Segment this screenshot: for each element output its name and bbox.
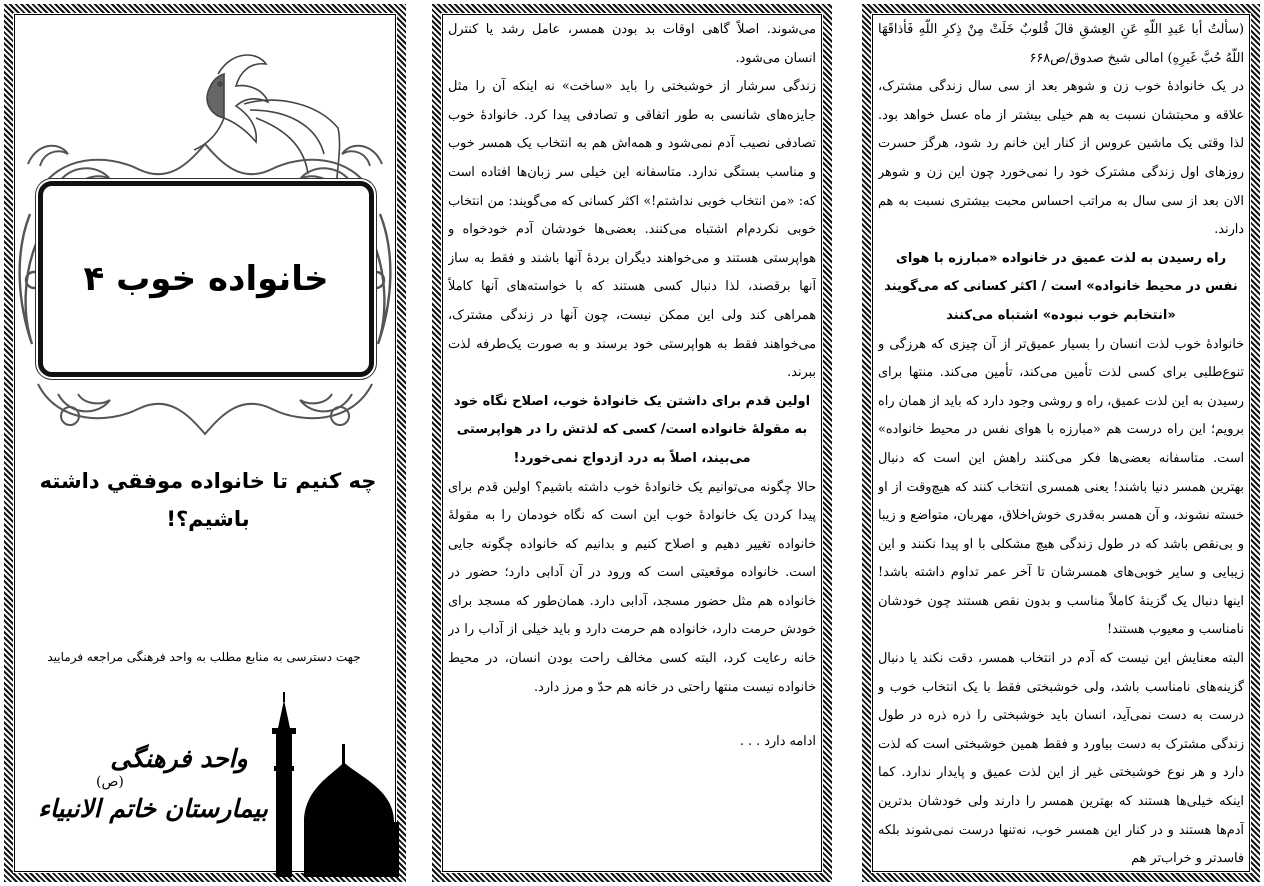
sources-note: جهت دسترسی به منابع مطلب به واحد فرهنگی مراجعه فرمایید (47, 650, 361, 664)
title-box (38, 181, 374, 377)
hospital-name: بیمارستان خاتم الانبیاء (38, 794, 268, 823)
cover-title: خانواده خوب ۴ (83, 259, 329, 299)
paragraph: در یک خانوادهٔ خوب زن و شوهر بعد از سی سال زندگی مشترک، علاقه و محبتشان نسبت به هم خیلی بیشتر از ماه عسل خواهد بود. لذا وقتی یک ماشین عروس از کنار این خانم رد شود، هرگز حسرت روزهای اول زندگی مشترک خود را نمی‌خورد چون این زن و شوهر الان بعد از سی سال به مراتب احساس محبت بیشتری نسبت به هم دارند. (878, 79, 1244, 238)
continued-note: ادامه دارد . . . (739, 734, 816, 750)
middle-text-column (448, 16, 816, 870)
cover-subtitle: چه کنیم تا خانواده موفقي داشته باشيم؟! (39, 469, 377, 531)
hadith-quote: (سألتُ أبا عَبدِ اللّهِ عَنِ العِشقِ قالَ قُلوبٌ خَلَتْ مِنْ ذِكرِ اللّهِ فَأذاقَهَا اللّهُ حُبَّ غَيرِهِ) امالی شیخ صدوق/ص۶۶۸ (878, 22, 1244, 66)
paragraph: خانوادهٔ خوب لذت انسان را بسیار عمیق‌تر از آن چیزی که هرزگی و تنوع‌طلبی برای کسی لذت تأمین می‌کند، تأمین می‌کند. منتها برای رسیدن به این لذت عمیق، راه و روشی وجود دارد که باید از همان راه برویم؛ این راه درست هم «مبارزه با هوای نفس در محیط خانواده» است. متاسفانه بعضی‌ها فکر می‌کنند راهش این است که دنبال بهترین همسر دنیا باشند! یعنی همسری انتخاب کنند که هیچ‌وقت از او خسته نشوند، و آن همسر به‌قدری خوش‌اخلاق، مهربان، متواضع و زیبا و بی‌نقص باشد که در طول زندگی هیچ مشکلی با او پیدا نکنند و این زیبایی و سایر خوبی‌های همسرشان تا آخر عمر تداوم داشته باشد! اینها دنبال یک گزینهٔ کاملاً مناسب و بدون نقص هستند چون خودشان نامناسب و معیوب هستند! (878, 336, 1244, 638)
brochure-middle-panel (432, 4, 832, 882)
paragraph: زندگی سرشار از خوشبختی را باید «ساخت» نه اینکه آن را مثل جایزه‌های شانسی به طور اتفاقی و تصادفی پیدا کرد. خانوادهٔ خوب تصادفی نصیب آدم نمی‌شود و همه‌اش هم به انتخاب یک همسر خوب و مناسب بستگی ندارد. متاسفانه این خیلی سر زبان‌ها افتاده است که: «من انتخاب خوبی نداشتم!» اکثر کسانی که می‌گویند: من انتخاب خوبی نکردم‌ام اشتباه می‌کنند. بعضی‌ها خودشان آدم خودخواه و هواپرستی هستند و می‌خواهند دیگران بردهٔ آنها باشند و فقط به ساز آنها برقصند، لذا دنبال کسی هستند که با خواسته‌های آنها کاملاً همراهی کند ولی این ممکن نیست، چون آنها در زندگی مشترک، می‌خواهند فقط به هواپرستی خود برسند و به صورت یک‌طرفه لذت ببرند. (448, 79, 816, 381)
section-heading: اولین قدم برای داشتن یک خانوادهٔ خوب، اصلاح نگاه خود به مقولهٔ خانواده است/ کسی که لذتش را در هواپرستی می‌بیند، اصلاً به درد ازدواج نمی‌خورد! (453, 393, 811, 466)
mosque-skyline-icon (264, 692, 399, 877)
paragraph: البته معنایش این نیست که آدم در انتخاب همسر، دقت نکند یا دنبال گزینه‌های نامناسب باشد، ولی خوشبختی فقط با یک انتخاب خوب و درست به دست نمی‌آید، انسان باید خوشبختی را ذره ذره در طول زندگی مشترک به دست بیاورد و فقط همین خوشبختی است که لذت دارد و هر نوع خوشبختی غیر از این لذت عمیق و پایدار ندارد. کما اینکه خیلی‌ها هستند که بهترین همسر را دارند ولی خودشان بدترین آدم‌ها هستند و در کنار این همسر خوب، نه‌تنها درست نمی‌شوند بلکه فاسدتر و خراب‌تر هم (878, 651, 1244, 867)
brochure-cover-panel (4, 4, 406, 882)
paragraph: می‌شوند. اصلاً گاهی اوقات بد بودن همسر، عامل رشد یا کنترل انسان می‌شود. (448, 22, 816, 66)
cultural-unit-name: واحد فرهنگی (110, 744, 248, 773)
paragraph: حالا چگونه می‌توانیم یک خانوادهٔ خوب داشته باشیم؟ اولین قدم برای پیدا کردن یک خانوادهٔ خوب این است که نگاه خودمان را به مقولهٔ خانواده تغییر دهیم و اصلاح کنیم و بدانیم که خانواده چگونه جایی است. خانواده موقعیتی است که ورود در آن آدابی دارد؛ حضور در خانواده هم مثل حضور مسجد، آدابی دارد. همان‌طور که مسجد برای خودش حرمت دارد، خانواده هم حرمت دارد و باید خیلی از آداب را در خانه رعایت کرد، البته کسی مخالف راحت بودن انسان، در محیط خانواده نیست منتها راحتی در خانه هم حدّ و مرز دارد. (448, 479, 816, 695)
right-text-column (878, 16, 1244, 870)
section-heading: راه رسیدن به لذت عمیق در خانواده «مبارزه با هوای نفس در محیط خانواده» است / اکثر کسانی که می‌گویند «انتخابم خوب نبوده» اشتباه می‌کنند (884, 250, 1238, 323)
pbuh-mark: (ص) (96, 774, 124, 790)
brochure-right-panel (862, 4, 1260, 882)
